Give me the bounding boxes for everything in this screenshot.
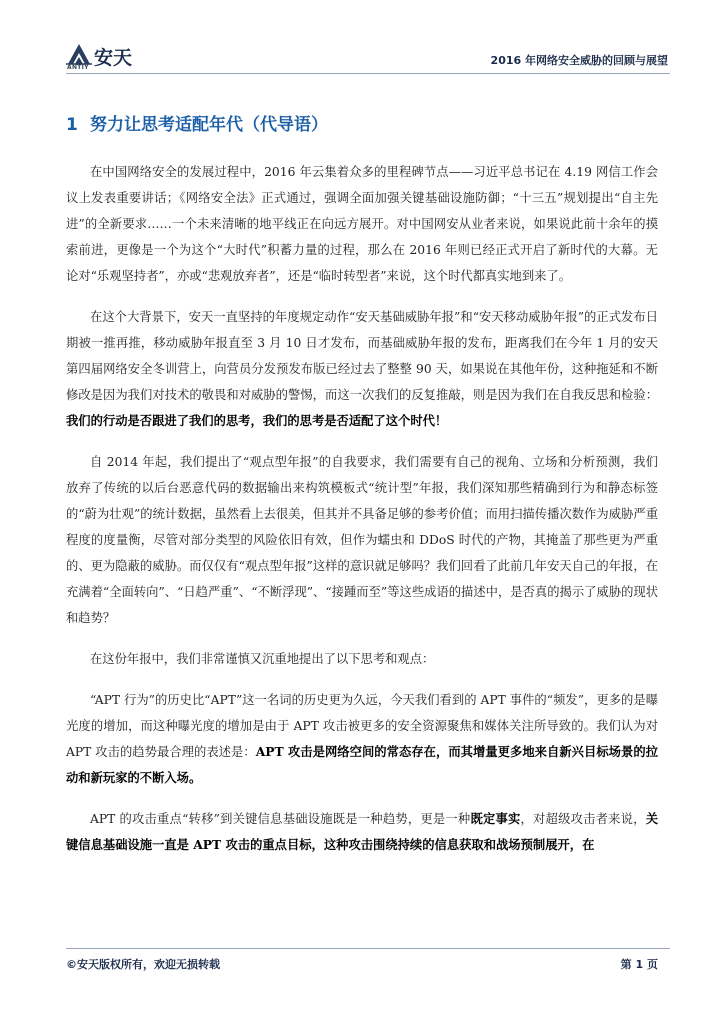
paragraph-6-emphasis-b: 关键信息基础设施一直是 APT 攻击的重点目标，这种攻击围绕持续的信息获取和战场预制展开，在 (66, 811, 658, 852)
header-divider (66, 73, 670, 74)
section-title: 努力让思考适配年代（代导语） (90, 115, 328, 135)
footer-divider (66, 948, 670, 949)
page-header (0, 0, 724, 78)
paragraph-6-text-a: APT 的攻击重点“转移”到关键信息基础设施既是一种趋势，更是一种 (90, 812, 471, 826)
paragraph-4: 在这份年报中，我们非常谨慎又沉重地提出了以下思考和观点： (90, 652, 435, 666)
paragraph-5-text: “APT 行为”的历史比“APT”这一名词的历史更为久远，今天我们看到的 APT 事件的“频发”，更多的是曝光度的增加，而这种曝光度的增加是由于 APT 攻击被更多的安全资源聚焦和媒体关注所导致的。我们认为对 APT 攻击的趋势最合理的表述是： (66, 693, 658, 759)
paragraph-6 (66, 806, 658, 858)
document-title: 2016 年网络安全威胁的回顾与展望 (490, 54, 668, 67)
paragraph-2-text: 在这个大背景下，安天一直坚持的年度规定动作“安天基础威胁年报”和“安天移动威胁年报”的正式发布日期被一推再推，移动威胁年报直至 3 月 10 日才发布，而基础威胁年报的发布，距离我们在今年 1 月的安天第四届网络安全冬训营上，向营员分发预发布版已经过去了整整 90 天，如果说在其他年份，这种拖延和不断修改是因为我们对技术的敬畏和对威胁的警惕，而这一次我们的反复推敲，则是因为我们在自我反思和检验： (66, 310, 658, 402)
paragraph-6-emphasis-a: 既定事实 (470, 811, 521, 826)
logo-sub-text: ANTIY (67, 64, 89, 71)
section-number: 1 (66, 115, 78, 135)
paragraph-2 (66, 304, 658, 434)
body-text (66, 159, 658, 858)
section-heading (66, 110, 328, 135)
paragraph-6-text-b: ，对超级攻击者来说， (520, 812, 646, 826)
paragraph-2-emphasis: 我们的行动是否跟进了我们的思考，我们的思考是否适配了这个时代！ (66, 413, 448, 428)
antiy-logo-icon (66, 40, 92, 72)
paragraph-5 (66, 687, 658, 791)
antiy-logo (66, 40, 132, 72)
paragraph-5-emphasis: APT 攻击是网络空间的常态存在，而其增量更多地来自新兴目标场景的拉动和新玩家的不断入场。 (66, 744, 658, 785)
page-number: 第 1 页 (620, 958, 658, 971)
paragraph-1: 在中国网络安全的发展过程中，2016 年云集着众多的里程碑节点——习近平总书记在 4.19 网信工作会议上发表重要讲话；《网络安全法》正式通过，强调全面加强关键基础设施防御；“十三五”规划提出“自主先进”的全新要求……一个未来清晰的地平线正在向远方展开。对中国网安从业者来说，如果说此前十余年的摸索前进，更像是一个为这个“大时代”积蓄力量的过程，那么在 2016 年则已经正式开启了新时代的大幕。无论对“乐观坚持者”，亦或“悲观放弃者”，还是“临时转型者”来说，这个时代都真实地到来了。 (66, 165, 658, 283)
copyright-notice: ©安天版权所有，欢迎无损转载 (66, 958, 220, 971)
paragraph-3: 自 2014 年起，我们提出了“观点型年报”的自我要求，我们需要有自己的视角、立场和分析预测，我们放弃了传统的以后台恶意代码的数据输出来构筑模板式“统计型”年报，我们深知那些精确到行为和静态标签的“蔚为壮观”的统计数据，虽然看上去很美，但其并不具备足够的参考价值；而用扫描传播次数作为威胁严重程度的度量衡，尽管对部分类型的风险依旧有效，但作为蠕虫和 DDoS 时代的产物，其掩盖了那些更为严重的、更为隐蔽的威胁。而仅仅有“观点型年报”这样的意识就足够吗？我们回看了此前几年安天自己的年报，在充满着“全面转向”、“日趋严重”、“不断浮现”、“接踵而至”等这些成语的描述中，是否真的揭示了威胁的现状和趋势？ (66, 455, 658, 625)
logo-text: 安天 (94, 47, 133, 69)
